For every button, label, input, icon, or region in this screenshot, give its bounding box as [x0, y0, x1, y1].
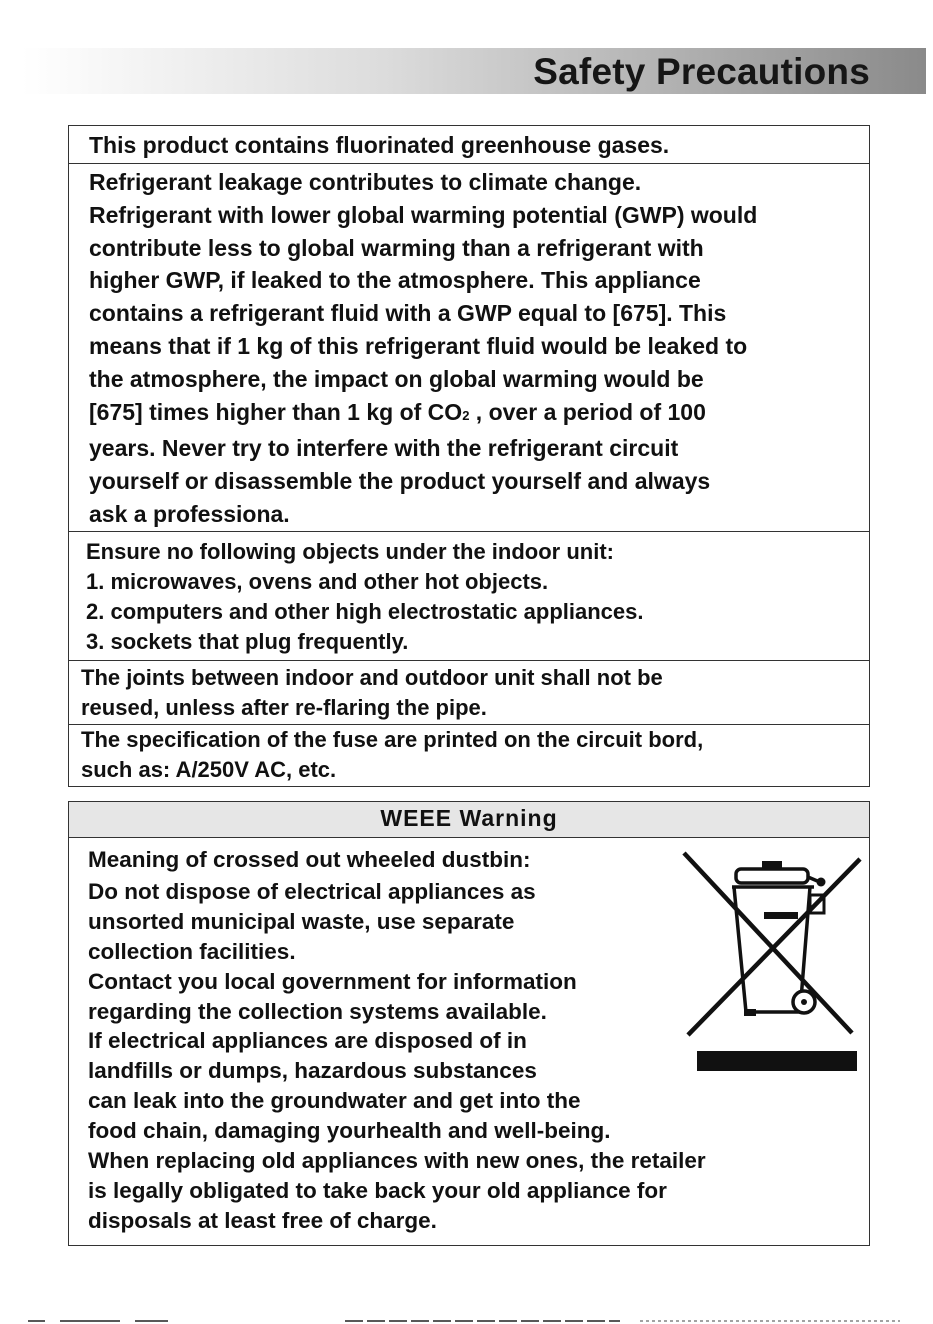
objects-title: Ensure no following objects under the indoor unit: — [86, 539, 614, 564]
weee-line: Do not dispose of electrical appliances as — [88, 878, 536, 904]
weee-line: is legally obligated to take back your old appliance for — [88, 1177, 667, 1203]
weee-line: can leak into the groundwater and get into the — [88, 1088, 581, 1114]
co2-text-after: , over a period of 100 — [469, 398, 706, 425]
gas-line: contribute less to global warming than a refrigerant with — [89, 234, 704, 261]
page-header — [22, 48, 926, 94]
gas-line: yourself or disassemble the product yourself and always — [89, 468, 711, 495]
weee-line: regarding the collection systems available. — [88, 998, 547, 1024]
gas-line: the atmosphere, the impact on global warming would be — [89, 365, 704, 392]
weee-line: unsorted municipal waste, use separate — [88, 908, 515, 934]
page-edge-marks — [0, 1318, 933, 1324]
weee-line: Contact you local government for information — [88, 968, 577, 994]
gas-line: Refrigerant leakage contributes to climate change. — [89, 169, 642, 195]
weee-line: landfills or dumps, hazardous substances — [88, 1058, 537, 1084]
page-title: Safety Precautions — [533, 51, 870, 92]
weee-line: Meaning of crossed out wheeled dustbin: — [88, 847, 531, 872]
joints-section — [68, 660, 870, 725]
gas-line: ask a professiona. — [89, 500, 290, 527]
gas-line: contains a refrigerant fluid with a GWP equal to [675]. This — [89, 300, 727, 327]
weee-line: When replacing old appliances with new ones, the retailer — [88, 1148, 706, 1174]
objects-item: 2. computers and other high electrostatic appliances. — [86, 599, 644, 624]
weee-line: collection facilities. — [88, 938, 296, 964]
fluorinated-gas-section — [68, 163, 870, 532]
gas-line: higher GWP, if leaked to the atmosphere. This appliance — [89, 267, 701, 294]
objects-item: 1. microwaves, ovens and other hot objects. — [86, 569, 549, 594]
gas-line: Refrigerant with lower global warming potential (GWP) would — [89, 201, 758, 228]
weee-line: food chain, damaging yourhealth and well-being. — [88, 1118, 611, 1144]
fuse-line: The specification of the fuse are printed on the circuit bord, — [81, 727, 704, 752]
weee-line: If electrical appliances are disposed of in — [88, 1028, 527, 1054]
joints-line: reused, unless after re-flaring the pipe. — [81, 695, 487, 720]
indoor-unit-objects-section — [68, 531, 870, 661]
gas-line: means that if 1 kg of this refrigerant fluid would be leaked to — [89, 332, 748, 359]
fuse-section — [68, 724, 870, 787]
weee-title: WEEE Warning — [68, 801, 870, 838]
crossed-out-wheeled-dustbin-icon — [676, 847, 866, 1077]
weee-line: disposals at least free of charge. — [88, 1207, 437, 1233]
co2-text: [675] times higher than 1 kg of CO — [89, 398, 463, 425]
gas-line: years. Never try to interfere with the refrigerant circuit — [89, 435, 679, 462]
fuse-line: such as: A/250V AC, etc. — [81, 757, 337, 782]
co2-subscript: 2 — [462, 407, 470, 423]
objects-item: 3. sockets that plug frequently. — [86, 629, 409, 654]
fluorinated-gas-title: This product contains fluorinated greenhouse gases. — [68, 125, 870, 164]
joints-line: The joints between indoor and outdoor unit shall not be — [81, 665, 663, 690]
gas-line-co2 — [89, 396, 869, 433]
